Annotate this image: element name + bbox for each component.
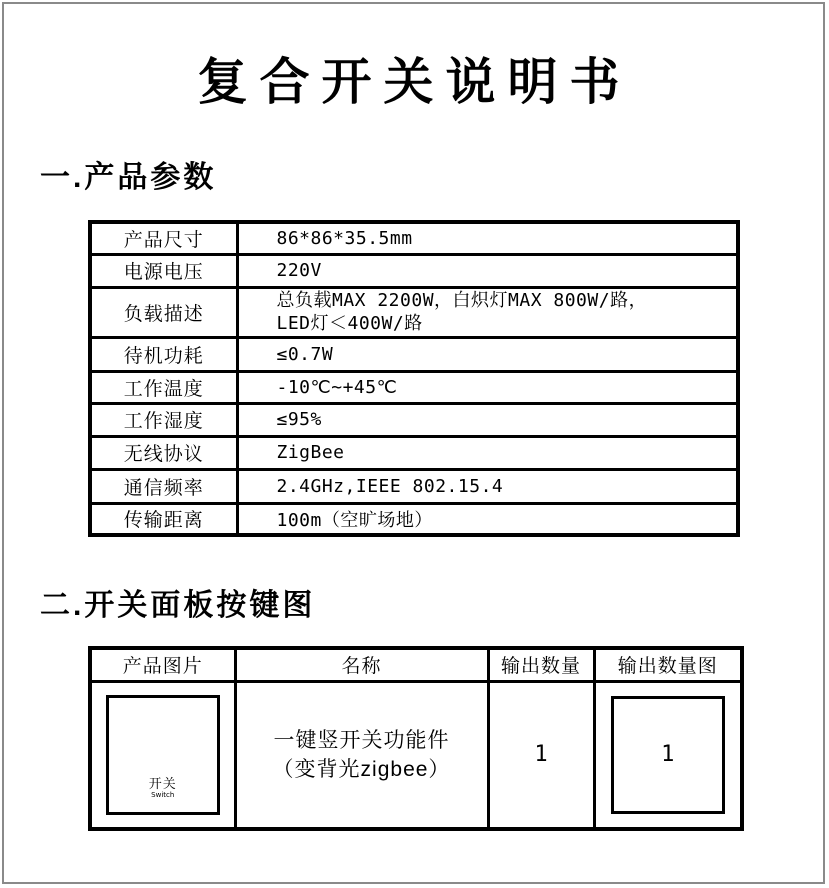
product-parameters-table (88, 220, 740, 537)
spec-value-line: 总负载MAX 2200W，白炽灯MAX 800W/路， (276, 290, 648, 311)
spec-value (237, 287, 738, 337)
column-header-output-quantity: 输出数量 (488, 648, 594, 681)
spec-value: ZigBee (237, 436, 738, 469)
table-row (90, 371, 738, 403)
column-header-product-picture: 产品图片 (90, 648, 235, 681)
section2-heading: 二.开关面板按键图 (40, 589, 316, 622)
table-row (90, 503, 738, 535)
table-row (90, 337, 738, 371)
spec-label: 待机功耗 (90, 337, 237, 371)
spec-value: ≤95% (237, 403, 738, 436)
column-header-output-diagram: 输出数量图 (594, 648, 742, 681)
product-name-cell (235, 681, 488, 829)
spec-value: 220V (237, 254, 738, 287)
spec-value: -10℃~+45℃ (237, 371, 738, 403)
spec-label: 产品尺寸 (90, 222, 237, 254)
table-row (90, 403, 738, 436)
spec-value: 86*86*35.5mm (237, 222, 738, 254)
spec-label: 工作温度 (90, 371, 237, 403)
table-row (90, 254, 738, 287)
switch-label-en: Switch (151, 790, 175, 799)
spec-label: 无线协议 (90, 436, 237, 469)
spec-value: ≤0.7W (237, 337, 738, 371)
product-name-line: 一键竖开关功能件 (273, 728, 450, 752)
table-row (90, 681, 742, 829)
spec-value-line: LED灯＜400W/路 (276, 313, 423, 334)
column-header-name: 名称 (235, 648, 488, 681)
switch-panel-table (88, 646, 744, 831)
table-row (90, 222, 738, 254)
table-row (90, 287, 738, 337)
product-picture-cell (90, 681, 235, 829)
spec-label: 工作湿度 (90, 403, 237, 436)
output-diagram-image (611, 696, 725, 814)
spec-value: 2.4GHz,IEEE 802.15.4 (237, 469, 738, 503)
spec-label: 电源电压 (90, 254, 237, 287)
document-title: 复合开关说明书 (197, 54, 632, 110)
spec-label: 负载描述 (90, 287, 237, 337)
spec-label: 传输距离 (90, 503, 237, 535)
output-quantity-cell (488, 681, 594, 829)
switch-panel-image (106, 695, 220, 815)
output-diagram-value: 1 (661, 742, 675, 768)
switch-label-cn: 开关 (148, 775, 177, 791)
spec-label: 通信频率 (90, 469, 237, 503)
table-row (90, 469, 738, 503)
output-diagram-cell (594, 681, 742, 829)
product-name-line: （变背光zigbee） (272, 757, 451, 781)
section1-heading: 一.产品参数 (40, 161, 217, 194)
output-quantity-value: 1 (534, 742, 548, 768)
spec-value: 100m（空旷场地） (237, 503, 738, 535)
table-row (90, 436, 738, 469)
table-header-row (90, 648, 742, 681)
